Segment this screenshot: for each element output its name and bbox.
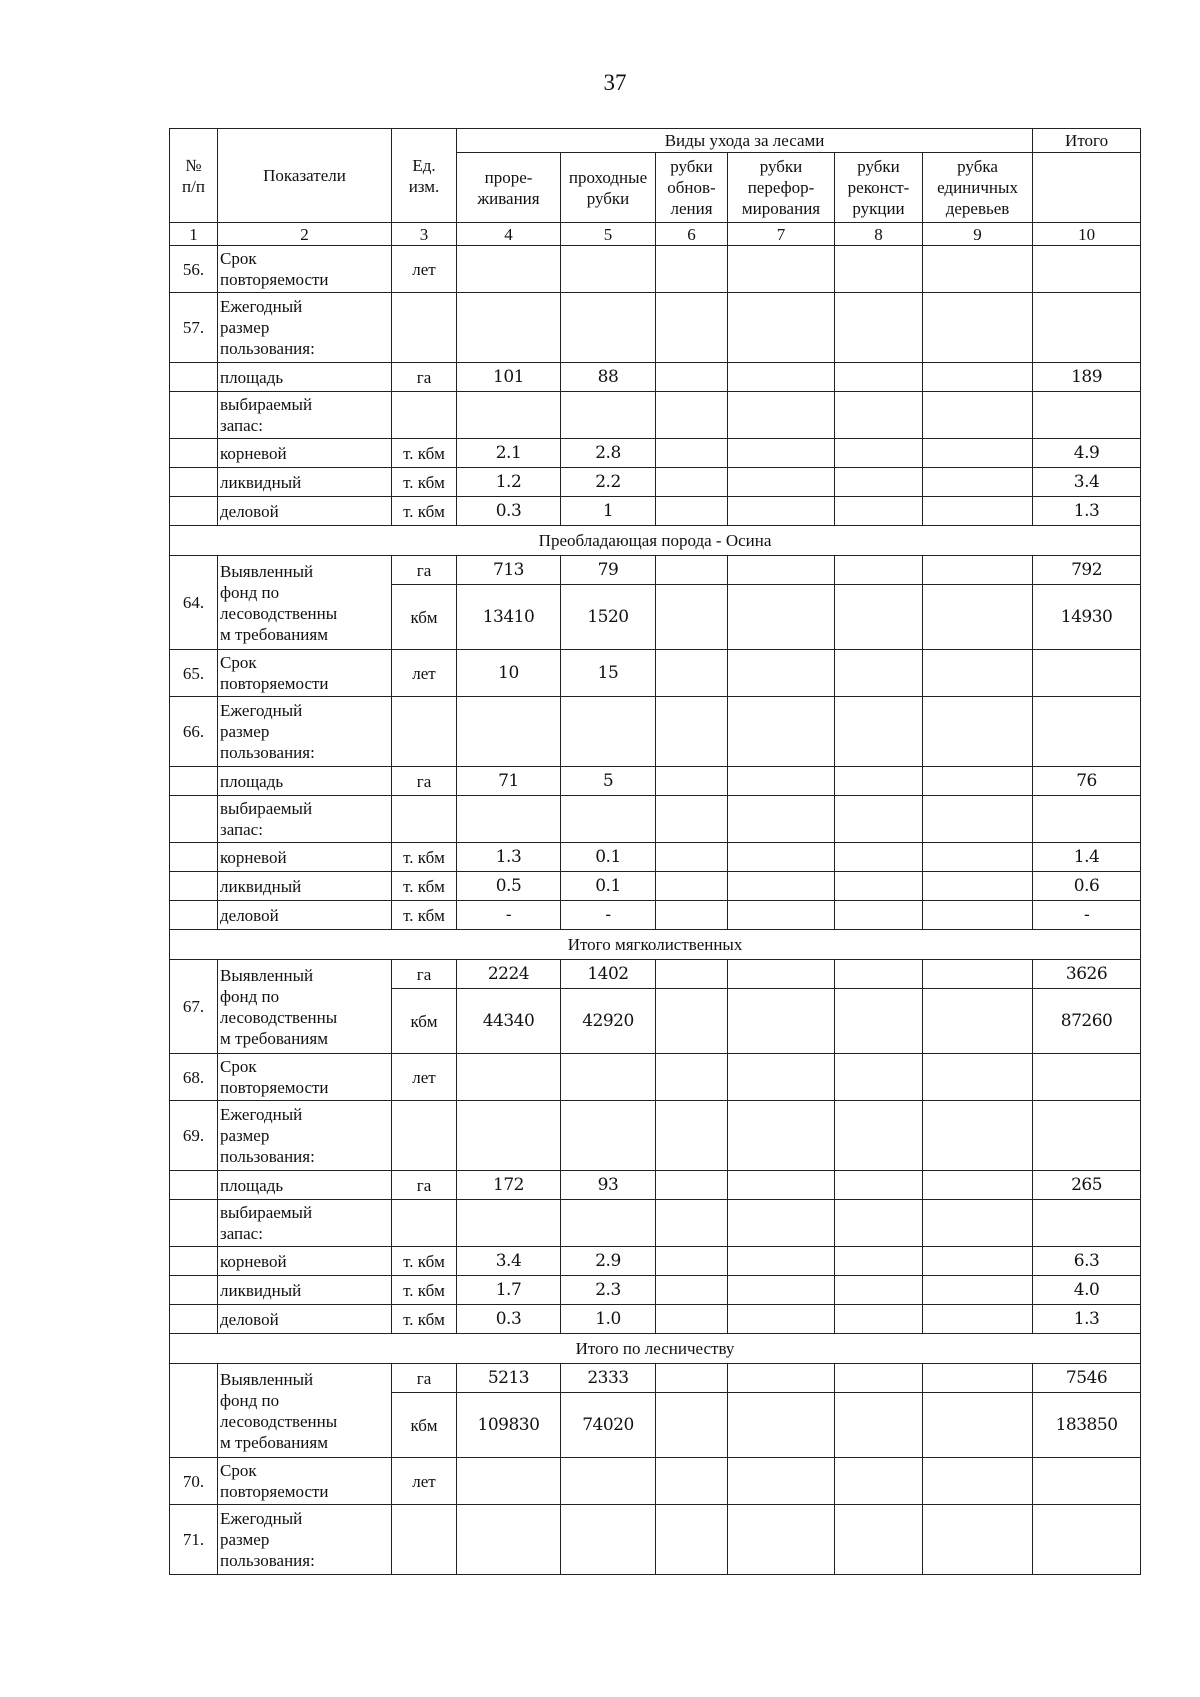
section-title: Итого мягколиственных: [170, 930, 1141, 960]
value-cell: 0.3: [457, 1305, 561, 1334]
value-cell: 1520: [561, 585, 656, 650]
column-number: 4: [457, 223, 561, 246]
table-row: [170, 843, 1141, 872]
value-cell: 101: [457, 363, 561, 392]
section-row: [170, 526, 1141, 556]
table-row: [170, 960, 1141, 989]
header-col-indicators: Показатели: [218, 129, 392, 223]
row-number: 66.: [170, 697, 218, 767]
table-row: [170, 1247, 1141, 1276]
table-row: [170, 497, 1141, 526]
row-label: площадь: [218, 767, 392, 796]
row-label: Срок повторяемости: [218, 1054, 392, 1101]
table-row: [170, 1101, 1141, 1171]
row-unit: га: [392, 363, 457, 392]
table-row: [170, 1171, 1141, 1200]
column-number: 9: [923, 223, 1033, 246]
row-label: корневой: [218, 843, 392, 872]
row-label: Ежегодный размер пользования:: [218, 293, 392, 363]
row-unit: т. кбм: [392, 497, 457, 526]
header-total: Итого: [1033, 129, 1141, 153]
value-cell: 5: [561, 767, 656, 796]
row-unit: га: [392, 767, 457, 796]
row-unit: т. кбм: [392, 872, 457, 901]
header-type-single-trees: рубка единичных деревьев: [923, 153, 1033, 223]
value-cell: 13410: [457, 585, 561, 650]
row-unit: лет: [392, 246, 457, 293]
row-number: 65.: [170, 650, 218, 697]
row-label: Выявленный фонд по лесоводственны м требованиям: [218, 1364, 392, 1458]
header-group-title: Виды ухода за лесами: [457, 129, 1033, 153]
row-label: ликвидный: [218, 1276, 392, 1305]
value-cell: 1402: [561, 960, 656, 989]
total-cell: 76: [1033, 767, 1141, 796]
section-title: Преобладающая порода - Осина: [170, 526, 1141, 556]
row-unit: т. кбм: [392, 901, 457, 930]
table-row: [170, 650, 1141, 697]
row-label: Выявленный фонд по лесоводственны м требованиям: [218, 556, 392, 650]
row-label: деловой: [218, 901, 392, 930]
total-cell: 4.9: [1033, 439, 1141, 468]
header-type-passage: проходные рубки: [561, 153, 656, 223]
row-unit: лет: [392, 1458, 457, 1505]
table-row: [170, 697, 1141, 767]
row-number: 56.: [170, 246, 218, 293]
total-cell: 0.6: [1033, 872, 1141, 901]
value-cell: 1.2: [457, 468, 561, 497]
row-label: площадь: [218, 1171, 392, 1200]
table-row: [170, 1305, 1141, 1334]
value-cell: 2.8: [561, 439, 656, 468]
table-row: [170, 293, 1141, 363]
row-number: 68.: [170, 1054, 218, 1101]
value-cell: 79: [561, 556, 656, 585]
value-cell: 2.3: [561, 1276, 656, 1305]
total-cell: 14930: [1033, 585, 1141, 650]
total-cell: 1.3: [1033, 497, 1141, 526]
value-cell: 88: [561, 363, 656, 392]
total-cell: 1.3: [1033, 1305, 1141, 1334]
header-total-empty: [1033, 153, 1141, 223]
value-cell: 15: [561, 650, 656, 697]
section-row: [170, 1334, 1141, 1364]
row-unit: т. кбм: [392, 1247, 457, 1276]
table-row: [170, 439, 1141, 468]
value-cell: 74020: [561, 1393, 656, 1458]
column-number: 10: [1033, 223, 1141, 246]
value-cell: 713: [457, 556, 561, 585]
row-label: Ежегодный размер пользования:: [218, 1505, 392, 1575]
value-cell: 2224: [457, 960, 561, 989]
total-cell: 265: [1033, 1171, 1141, 1200]
value-cell: 109830: [457, 1393, 561, 1458]
value-cell: 0.5: [457, 872, 561, 901]
row-number: 71.: [170, 1505, 218, 1575]
header-col-unit: Ед. изм.: [392, 129, 457, 223]
total-cell: 87260: [1033, 989, 1141, 1054]
row-unit: кбм: [392, 989, 457, 1054]
row-label: выбираемый запас:: [218, 796, 392, 843]
value-cell: 0.1: [561, 872, 656, 901]
value-cell: 0.3: [457, 497, 561, 526]
value-cell: 2.2: [561, 468, 656, 497]
row-label: деловой: [218, 1305, 392, 1334]
table-row: [170, 1276, 1141, 1305]
total-cell: 183850: [1033, 1393, 1141, 1458]
row-unit: т. кбм: [392, 1305, 457, 1334]
row-unit: кбм: [392, 1393, 457, 1458]
column-number: 1: [170, 223, 218, 246]
total-cell: 3626: [1033, 960, 1141, 989]
value-cell: 71: [457, 767, 561, 796]
table-row: [170, 1054, 1141, 1101]
section-title: Итого по лесничеству: [170, 1334, 1141, 1364]
forest-care-table: [169, 128, 1141, 1575]
column-number: 8: [835, 223, 923, 246]
column-number: 5: [561, 223, 656, 246]
value-cell: 0.1: [561, 843, 656, 872]
table-row: [170, 246, 1141, 293]
total-cell: 792: [1033, 556, 1141, 585]
table-row: [170, 1458, 1141, 1505]
column-numbers-row: [170, 223, 1141, 246]
total-cell: 6.3: [1033, 1247, 1141, 1276]
column-number: 2: [218, 223, 392, 246]
table-row: [170, 556, 1141, 585]
table-row: [170, 392, 1141, 439]
total-cell: 7546: [1033, 1364, 1141, 1393]
value-cell: 2.1: [457, 439, 561, 468]
table-row: [170, 1505, 1141, 1575]
row-label: Срок повторяемости: [218, 650, 392, 697]
row-unit: т. кбм: [392, 843, 457, 872]
value-cell: 44340: [457, 989, 561, 1054]
header-type-thinning: проре- живания: [457, 153, 561, 223]
row-label: Срок повторяемости: [218, 1458, 392, 1505]
value-cell: 1.7: [457, 1276, 561, 1305]
table-row: [170, 901, 1141, 930]
table-row: [170, 363, 1141, 392]
table-row: [170, 767, 1141, 796]
row-label: Срок повторяемости: [218, 246, 392, 293]
row-label: выбираемый запас:: [218, 1200, 392, 1247]
row-unit: т. кбм: [392, 439, 457, 468]
row-unit: т. кбм: [392, 468, 457, 497]
row-label: корневой: [218, 1247, 392, 1276]
row-label: выбираемый запас:: [218, 392, 392, 439]
value-cell: 1.0: [561, 1305, 656, 1334]
table-row: [170, 872, 1141, 901]
value-cell: -: [457, 901, 561, 930]
row-number: 70.: [170, 1458, 218, 1505]
row-unit: лет: [392, 1054, 457, 1101]
column-number: 7: [728, 223, 835, 246]
header-type-renewal: рубки обнов- ления: [656, 153, 728, 223]
value-cell: 1.3: [457, 843, 561, 872]
row-unit: т. кбм: [392, 1276, 457, 1305]
total-cell: -: [1033, 901, 1141, 930]
value-cell: 93: [561, 1171, 656, 1200]
column-number: 3: [392, 223, 457, 246]
row-unit: га: [392, 1364, 457, 1393]
row-unit: га: [392, 960, 457, 989]
row-label: ликвидный: [218, 468, 392, 497]
row-label: Ежегодный размер пользования:: [218, 1101, 392, 1171]
row-label: ликвидный: [218, 872, 392, 901]
value-cell: 10: [457, 650, 561, 697]
value-cell: 3.4: [457, 1247, 561, 1276]
row-number: 64.: [170, 556, 218, 650]
total-cell: 4.0: [1033, 1276, 1141, 1305]
total-cell: 1.4: [1033, 843, 1141, 872]
header-col-no: № п/п: [170, 129, 218, 223]
value-cell: 5213: [457, 1364, 561, 1393]
value-cell: 172: [457, 1171, 561, 1200]
table-row: [170, 1364, 1141, 1393]
value-cell: 2.9: [561, 1247, 656, 1276]
row-number: 57.: [170, 293, 218, 363]
header-type-reformation: рубки перефор- мирования: [728, 153, 835, 223]
row-unit: кбм: [392, 585, 457, 650]
section-row: [170, 930, 1141, 960]
row-unit: га: [392, 556, 457, 585]
row-label: Ежегодный размер пользования:: [218, 697, 392, 767]
value-cell: -: [561, 901, 656, 930]
column-number: 6: [656, 223, 728, 246]
header-type-reconstruction: рубки реконст- рукции: [835, 153, 923, 223]
table-row: [170, 1200, 1141, 1247]
row-unit: лет: [392, 650, 457, 697]
row-number: 67.: [170, 960, 218, 1054]
total-cell: 189: [1033, 363, 1141, 392]
row-number: 69.: [170, 1101, 218, 1171]
row-label: Выявленный фонд по лесоводственны м требованиям: [218, 960, 392, 1054]
row-label: деловой: [218, 497, 392, 526]
table-row: [170, 796, 1141, 843]
row-label: площадь: [218, 363, 392, 392]
page-number: 37: [603, 70, 627, 95]
value-cell: 1: [561, 497, 656, 526]
total-cell: 3.4: [1033, 468, 1141, 497]
table-row: [170, 468, 1141, 497]
row-unit: га: [392, 1171, 457, 1200]
value-cell: 2333: [561, 1364, 656, 1393]
value-cell: 42920: [561, 989, 656, 1054]
row-label: корневой: [218, 439, 392, 468]
